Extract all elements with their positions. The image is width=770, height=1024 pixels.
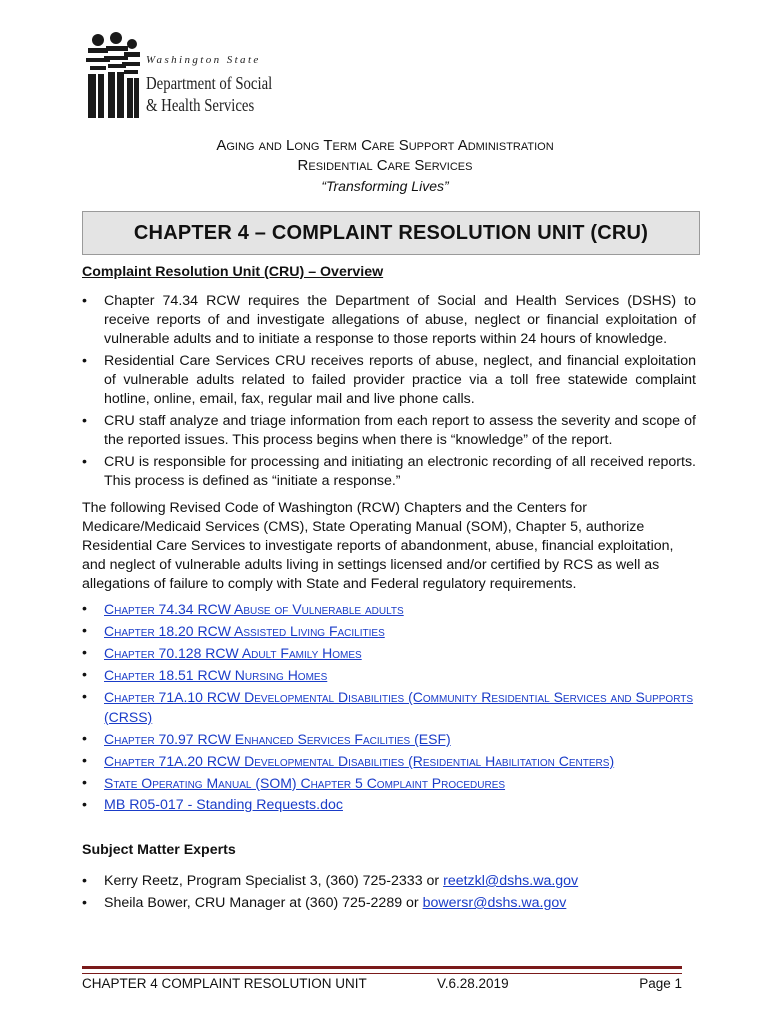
main-content bbox=[82, 263, 696, 916]
chapter-title: CHAPTER 4 – COMPLAINT RESOLUTION UNIT (CRU) bbox=[133, 221, 649, 244]
list-item: • CRU staff analyze and triage information from each report to assess the severity and scope of the reported issues. This process begins when there is “knowledge” of the report. bbox=[82, 413, 696, 448]
list-item bbox=[82, 600, 696, 620]
list-item bbox=[82, 622, 696, 642]
sme-heading: Subject Matter Experts bbox=[82, 842, 236, 858]
overview-bullet-list bbox=[82, 292, 696, 491]
list-item bbox=[82, 666, 696, 686]
bullet-icon: • bbox=[82, 353, 87, 369]
bullet-icon: • bbox=[82, 454, 87, 470]
bullet-icon: • bbox=[82, 731, 87, 747]
dshs-logo bbox=[84, 30, 274, 122]
authority-paragraph: The following Revised Code of Washington (RCW) Chapters and the Centers for Medicare/Medicaid Services (CMS), State Operating Manual (SOM), Chapter 5, authorize Residential Care Services to investigate reports of abandonment, abuse, financial exploitation, and neglect of vulnerable adults living in settings licensed and/or certified by RCS as well as allegations of failure to comply with State and Federal regulatory requirements. bbox=[82, 500, 674, 592]
bullet-icon: • bbox=[82, 623, 87, 639]
link-standing-requests-doc[interactable]: MB R05-017 - Standing Requests.doc bbox=[104, 797, 343, 813]
link-rcw-74-34[interactable]: Chapter 74.34 RCW Abuse of Vulnerable adults bbox=[104, 601, 404, 617]
list-item: • Sheila Bower, CRU Manager at (360) 725-2289 or bowersr@dshs.wa.gov bbox=[82, 895, 567, 911]
email-link-reetz[interactable]: reetzkl@dshs.wa.gov bbox=[443, 873, 579, 889]
administration-name: Aging and Long Term Care Support Administration bbox=[216, 137, 554, 154]
rcw-link-list bbox=[82, 600, 696, 815]
bullet-icon: • bbox=[82, 601, 87, 617]
link-rcw-71a-20[interactable]: Chapter 71A.20 RCW Developmental Disabilities (Residential Habilitation Centers) bbox=[104, 753, 615, 769]
bullet-icon: • bbox=[82, 895, 87, 911]
link-rcw-18-51[interactable]: Chapter 18.51 RCW Nursing Homes bbox=[104, 667, 328, 683]
link-rcw-70-128[interactable]: Chapter 70.128 RCW Adult Family Homes bbox=[104, 645, 362, 661]
bullet-icon: • bbox=[82, 413, 87, 429]
list-item: • Kerry Reetz, Program Specialist 3, (360) 725-2333 or reetzkl@dshs.wa.gov bbox=[82, 873, 579, 889]
bullet-icon: • bbox=[82, 645, 87, 661]
motto: “Transforming Lives” bbox=[321, 178, 449, 194]
logo-health-text: & Health Services bbox=[146, 95, 255, 115]
list-item: • Residential Care Services CRU receives reports of abuse, neglect, and financial exploitation of vulnerable adults related to failed provider practice via a toll free statewide complaint hotline, online, email, fax, regular mail and live phone calls. bbox=[82, 353, 696, 407]
logo-state-text: Washington State bbox=[146, 54, 261, 66]
link-rcw-71a-10[interactable]: Chapter 71A.10 RCW Developmental Disabilities (Community Residential Services and Supports (CRSS) bbox=[104, 689, 694, 725]
list-item bbox=[82, 752, 696, 772]
list-item bbox=[82, 688, 696, 728]
bullet-icon: • bbox=[82, 667, 87, 683]
footer-divider bbox=[82, 966, 682, 974]
footer-chapter-label: CHAPTER 4 COMPLAINT RESOLUTION UNIT bbox=[82, 976, 367, 991]
logo-department-text: Department of Social bbox=[146, 73, 273, 93]
list-item bbox=[82, 774, 696, 794]
list-item bbox=[82, 796, 696, 815]
link-som-chapter-5[interactable]: State Operating Manual (SOM) Chapter 5 Complaint Procedures bbox=[104, 775, 506, 791]
footer-page-number: Page 1 bbox=[639, 976, 682, 991]
sme-list bbox=[82, 872, 696, 913]
email-link-bower[interactable]: bowersr@dshs.wa.gov bbox=[422, 895, 567, 911]
document-header bbox=[0, 136, 770, 196]
list-item: • Chapter 74.34 RCW requires the Department of Social and Health Services (DSHS) to receive reports of and investigate allegations of abuse, neglect or financial exploitation of vulnerable adults and to initiate a response to those reports within 24 hours of knowledge. bbox=[82, 293, 696, 347]
division-name: Residential Care Services bbox=[297, 157, 473, 174]
list-item: • CRU is responsible for processing and initiating an electronic recording of all received reports. This process is defined as “initiate a response.” bbox=[82, 454, 696, 489]
footer-version: V.6.28.2019 bbox=[437, 976, 509, 991]
link-rcw-70-97[interactable]: Chapter 70.97 RCW Enhanced Services Facilities (ESF) bbox=[104, 731, 451, 747]
bullet-icon: • bbox=[82, 873, 87, 889]
dshs-figures-logo-icon bbox=[84, 30, 142, 122]
chapter-title-box bbox=[82, 211, 700, 255]
bullet-icon: • bbox=[82, 753, 87, 769]
bullet-icon: • bbox=[82, 775, 87, 791]
link-rcw-18-20[interactable]: Chapter 18.20 RCW Assisted Living Facilities bbox=[104, 623, 385, 639]
bullet-icon: • bbox=[82, 797, 87, 813]
overview-heading: Complaint Resolution Unit (CRU) – Overview bbox=[82, 264, 384, 280]
list-item bbox=[82, 644, 696, 664]
bullet-icon: • bbox=[82, 293, 87, 309]
bullet-icon: • bbox=[82, 689, 87, 705]
list-item bbox=[82, 730, 696, 750]
